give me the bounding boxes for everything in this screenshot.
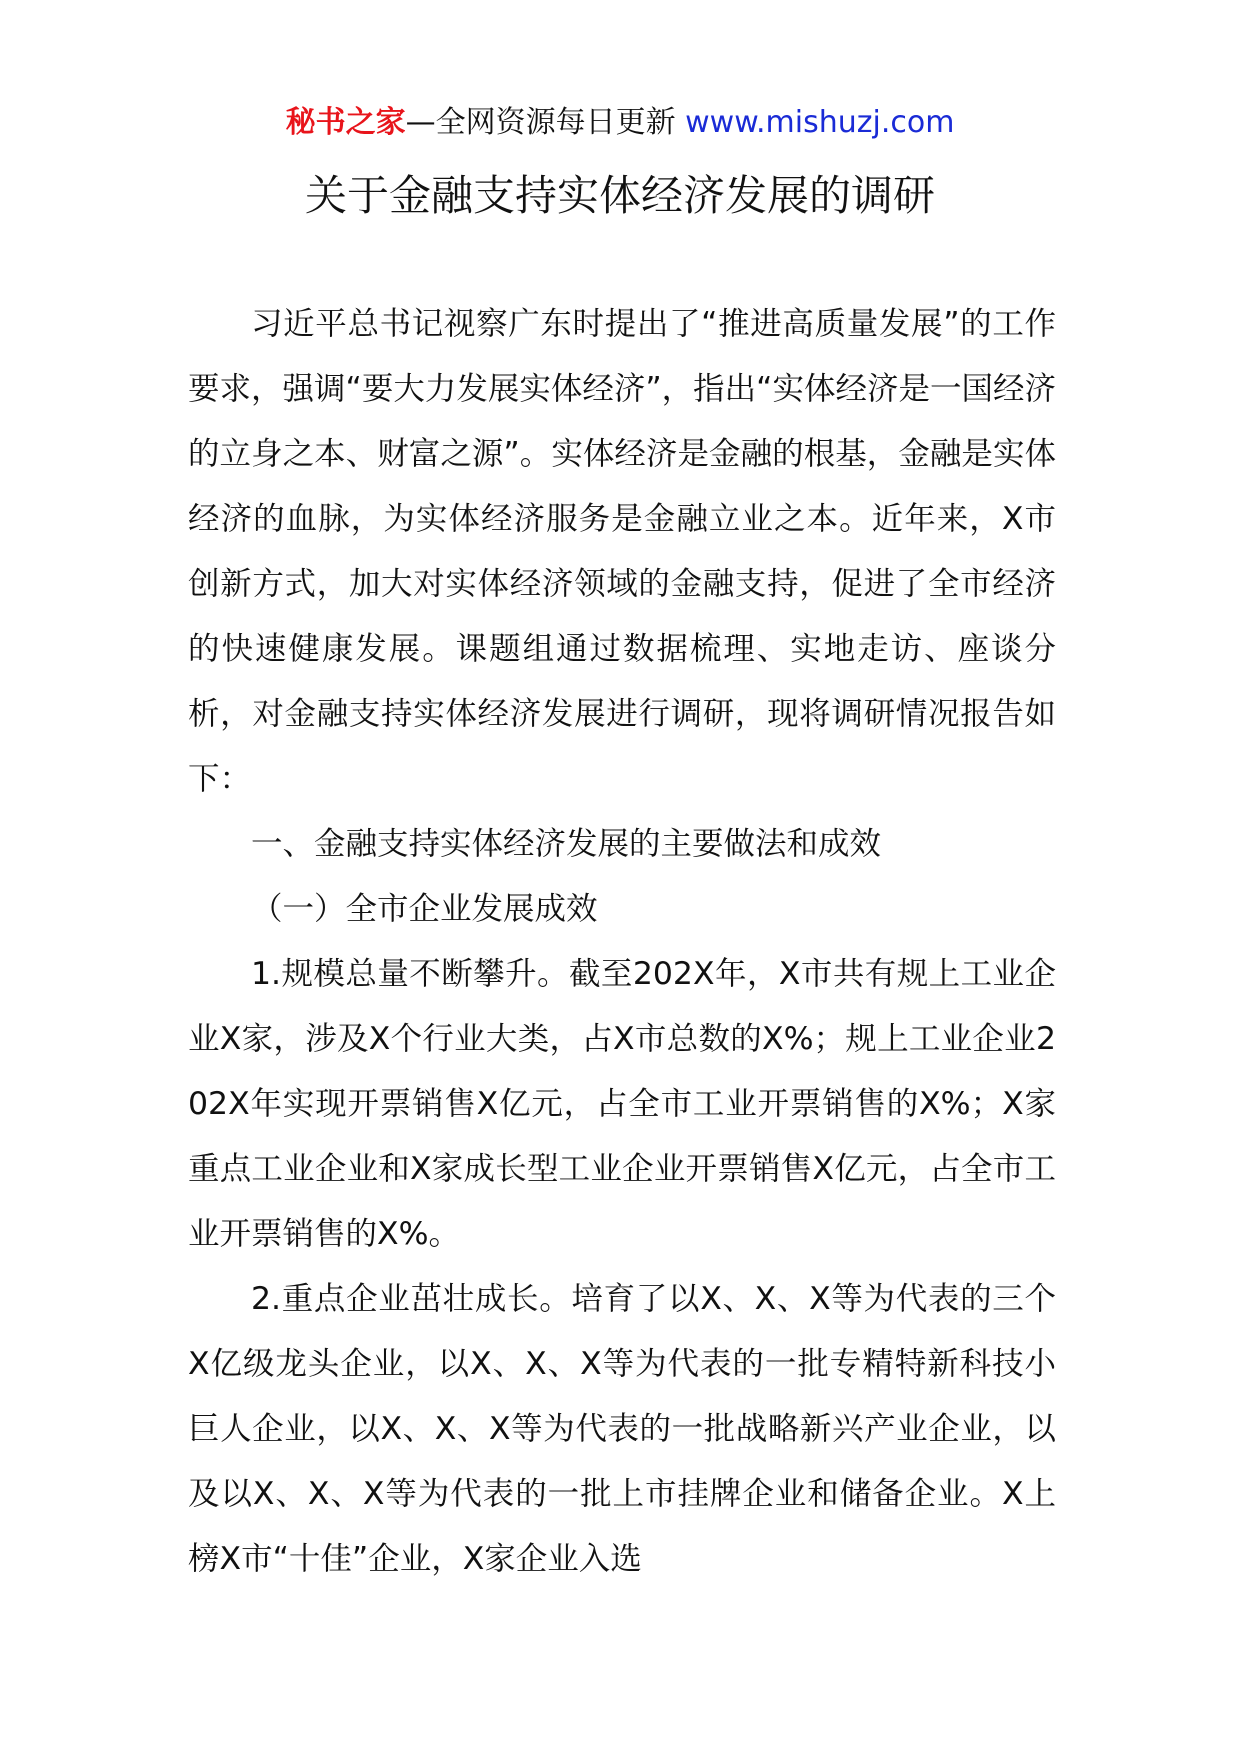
- header-slogan: —全网资源每日更新: [405, 105, 686, 140]
- document-body: [188, 292, 1056, 1592]
- site-url: www.mishuzj.com: [685, 105, 955, 140]
- intro-paragraph: 习近平总书记视察广东时提出了“推进高质量发展”的工作要求，强调“要大力发展实体经济”，指出“实体经济是一国经济的立身之本、财富之源”。实体经济是金融的根基，金融是实体经济的血脉，为实体经济服务是金融立业之本。近年来，X市创新方式，加大对实体经济领域的金融支持，促进了全市经济的快速健康发展。课题组通过数据梳理、实地走访、座谈分析，对金融支持实体经济发展进行调研，现将调研情况报告如下：: [188, 306, 1056, 797]
- body-paragraph: 2.重点企业茁壮成长。培育了以X、X、X等为代表的三个X亿级龙头企业，以X、X、X等为代表的一批专精特新科技小巨人企业，以X、X、X等为代表的一批战略新兴产业企业，以及以X、X、X等为代表的一批上市挂牌企业和储备企业。X上榜X市“十佳”企业，X家企业入选: [188, 1281, 1056, 1577]
- brand-name: 秘书之家: [285, 105, 406, 140]
- body-paragraph: 1.规模总量不断攀升。截至202X年，X市共有规上工业企业X家，涉及X个行业大类，占X市总数的X%；规上工业企业202X年实现开票销售X亿元，占全市工业开票销售的X%；X家重点工业企业和X家成长型工业企业开票销售X亿元，占全市工业开票销售的X%。: [188, 956, 1056, 1252]
- subsection-heading: （一）全市企业发展成效: [251, 891, 598, 927]
- section-heading: 一、金融支持实体经济发展的主要做法和成效: [251, 826, 882, 862]
- site-header: [0, 103, 1240, 143]
- document-title: 关于金融支持实体经济发展的调研: [304, 171, 935, 220]
